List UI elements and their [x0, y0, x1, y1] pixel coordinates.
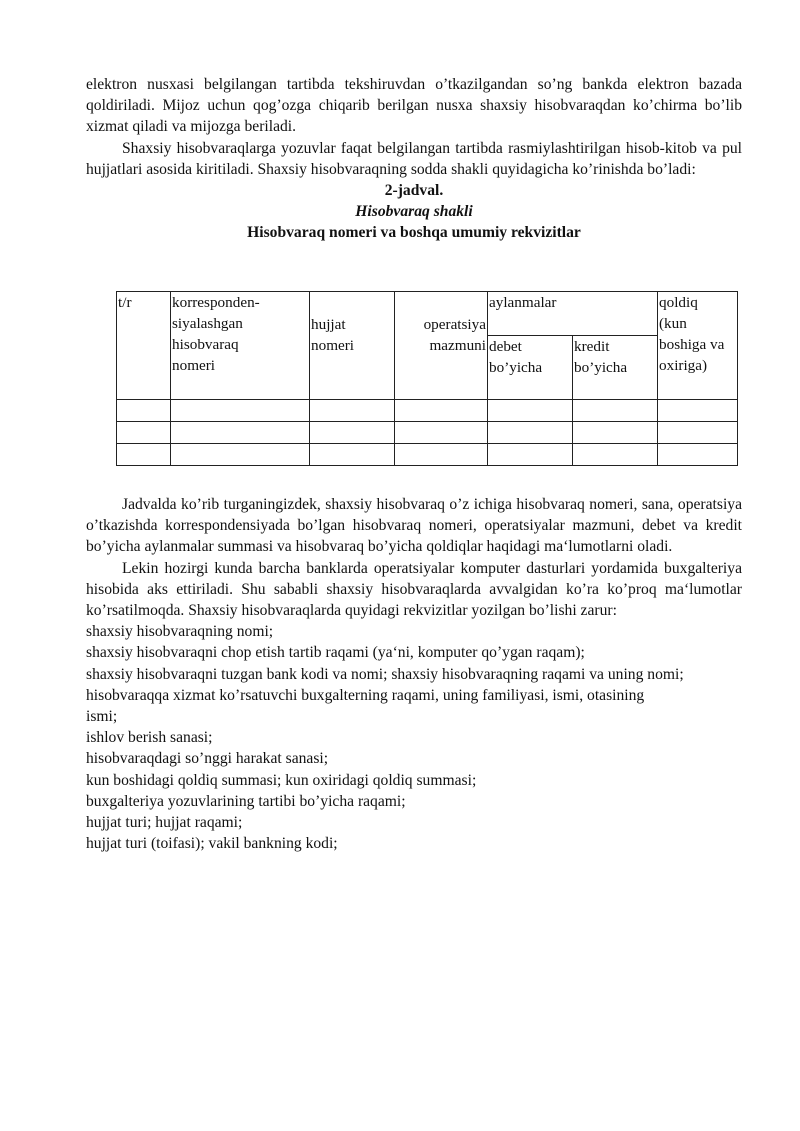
table-number: 2-jadval. — [384, 182, 444, 200]
table-row — [117, 444, 738, 466]
table-title: Hisobvaraq shakli — [355, 203, 473, 221]
account-form-table — [116, 291, 738, 466]
table-row — [117, 422, 738, 444]
list-item: kun boshidagi qoldiq summasi; kun oxiridagi qoldiq summasi; — [86, 771, 477, 789]
list-item: hujjat turi (toifasi); vakil bankning kodi; — [86, 835, 338, 853]
header-aylanmalar: aylanmalar — [488, 292, 658, 336]
header-qoldiq: qoldiq (kun boshiga va oxiriga) — [658, 292, 738, 400]
page-text-top — [86, 74, 742, 244]
list-item: ishlov berish sanasi; — [86, 729, 213, 747]
page-text-bottom — [86, 494, 742, 854]
header-korrespondent: korresponden- siyalashgan hisobvaraq nomeri — [171, 292, 310, 400]
list-item: shaxsiy hisobvaraqni tuzgan bank kodi va nomi; shaxsiy hisobvaraqning raqami va uning nomi; — [86, 665, 684, 683]
header-hujjat: hujjat nomeri — [310, 292, 395, 400]
table-header-row-1 — [117, 292, 738, 336]
paragraph-4: Lekin hozirgi kunda barcha banklarda operatsiyalar komputer dasturlari yordamida buxgalteriya hisobida aks ettiriladi. Shu sababli shaxsiy hisobvaraqlarda avvalgidan ko’ra ko’proq ma‘lumotlar ko’rsatilmoqda. Shaxsiy hisobvaraqlarda quyidagi rekvizitlar yozilgan bo’lishi zarur: — [86, 559, 742, 620]
list-item: shaxsiy hisobvaraqni chop etish tartib raqami (ya‘ni, komputer qo’ygan raqam); — [86, 644, 585, 662]
table-subtitle: Hisobvaraq nomeri va boshqa umumiy rekvizitlar — [247, 224, 581, 242]
header-kredit: kredit bo’yicha — [573, 336, 658, 400]
paragraph-3: Jadvalda ko’rib turganingizdek, shaxsiy hisobvaraq o’z ichiga hisobvaraq nomeri, sana, operatsiya o’tkazishda korrespondensiyada bo’lgan hisobvaraq nomeri, operatsiyalar mazmuni, debet va kredit bo’yicha aylanmalar summasi va hisobvaraq bo’yicha qoldiqlar haqidagi ma‘lumotlarni oladi. — [86, 496, 742, 556]
paragraph-intro-2: Shaxsiy hisobvaraqlarga yozuvlar faqat belgilangan tartibda rasmiylashtirilgan hisob-kitob va pul hujjatlari asosida kiritiladi. Shaxsiy hisobvaraqning sodda shakli quyidagicha ko’rinishda bo’ladi: — [86, 139, 742, 178]
header-debet: debet bo’yicha — [488, 336, 573, 400]
header-tr: t/r — [117, 292, 171, 400]
list-item: buxgalteriya yozuvlarining tartibi bo’yicha raqami; — [86, 792, 406, 810]
list-item: hisobvaraqqa xizmat ko’rsatuvchi buxgalterning raqami, uning familiyasi, ismi, otasining ismi; — [86, 686, 645, 726]
header-operatsiya: operatsiya mazmuni — [395, 292, 488, 400]
list-item: shaxsiy hisobvaraqning nomi; — [86, 623, 274, 641]
paragraph-intro-1: elektron nusxasi belgilangan tartibda tekshiruvdan o’tkazilgandan so’ng bankda elektron bazada qoldiriladi. Mijoz uchun qog’ozga chiqarib berilgan nusxa shaxsiy hisobvaraqdan ko’chirma bo’lib xizmat qiladi va mijozga beriladi. — [86, 76, 742, 136]
list-item: hisobvaraqdagi so’nggi harakat sanasi; — [86, 750, 329, 768]
table-row — [117, 400, 738, 422]
list-item: hujjat turi; hujjat raqami; — [86, 814, 243, 832]
